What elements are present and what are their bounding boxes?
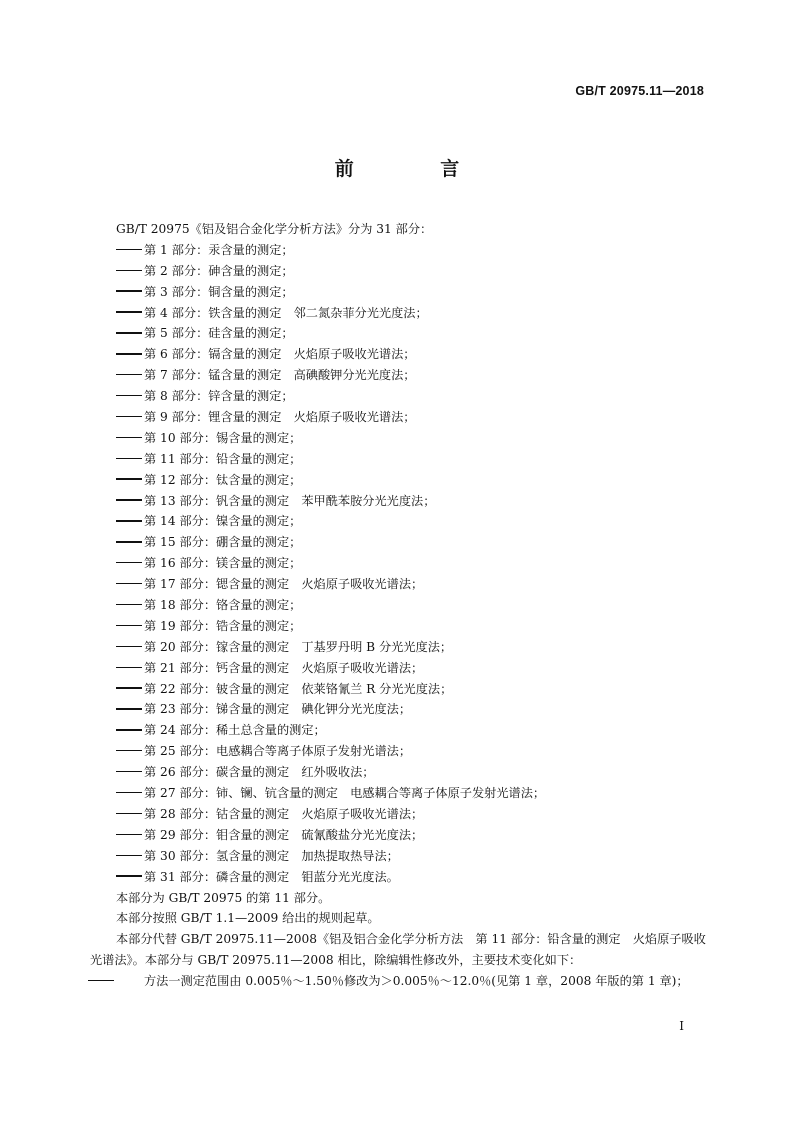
- part-list-item-text: 第 28 部分：钴含量的测定 火焰原子吸收光谱法；: [144, 806, 424, 821]
- part-list-item: [90, 532, 708, 553]
- dash-mark: [116, 637, 144, 658]
- dash-mark: [116, 846, 144, 867]
- dash-mark: [116, 449, 144, 470]
- part-list-item: [90, 449, 708, 470]
- dash-mark: [116, 365, 144, 386]
- dash-mark: [116, 720, 144, 741]
- part-list-item-text: 第 9 部分：锂含量的测定 火焰原子吸收光谱法；: [144, 410, 416, 425]
- dash-mark: [116, 658, 144, 679]
- part-list-item-text: 第 4 部分：铁含量的测定 邻二氮杂菲分光光度法；: [144, 305, 428, 320]
- dash-mark: [116, 971, 144, 992]
- parts-list: [90, 240, 708, 888]
- part-list-item-text: 第 31 部分：磷含量的测定 钼蓝分光光度法。: [144, 869, 399, 884]
- part-list-item: [90, 658, 708, 679]
- part-list-item: [90, 637, 708, 658]
- page-number: I: [679, 1019, 684, 1033]
- part-list-item-text: 第 7 部分：锰含量的测定 高碘酸钾分光光度法；: [144, 368, 416, 383]
- part-list-item: [90, 344, 708, 365]
- dash-mark: [116, 303, 144, 324]
- part-list-item-text: 第 19 部分：锆含量的测定；: [144, 618, 302, 633]
- part-list-item: [90, 616, 708, 637]
- part-list-item: [90, 470, 708, 491]
- dash-mark: [116, 470, 144, 491]
- dash-mark: [116, 282, 144, 303]
- dash-mark: [116, 616, 144, 637]
- part-list-item: [90, 511, 708, 532]
- paragraph-drafting-rules: 本部分按照 GB/T 1.1—2009 给出的规则起草。: [116, 911, 380, 926]
- dash-mark: [116, 491, 144, 512]
- part-list-item-text: 第 18 部分：铬含量的测定；: [144, 598, 302, 613]
- paragraph-replacement: 本部分代替 GB/T 20975.11—2008《铝及铝合金化学分析方法 第 11 部分：铅含量的测定 火焰原子吸收光谱法》。本部分与 GB/T 20975.11—2008 相比，除编辑性修改外，主要技术变化如下：: [90, 932, 706, 968]
- part-list-item: [90, 720, 708, 741]
- part-list-item-text: 第 5 部分：硅含量的测定；: [144, 326, 294, 341]
- part-list-item: [90, 741, 708, 762]
- part-list-item: [90, 825, 708, 846]
- part-list-item-text: 第 10 部分：锡含量的测定；: [144, 430, 302, 445]
- dash-mark: [116, 553, 144, 574]
- part-list-item-text: 第 22 部分：铍含量的测定 依莱铬氰兰 R 分光光度法；: [144, 681, 453, 696]
- dash-mark: [116, 511, 144, 532]
- part-list-item-text: 第 26 部分：碳含量的测定 红外吸收法；: [144, 765, 375, 780]
- part-list-item-text: 第 16 部分：镁含量的测定；: [144, 556, 302, 571]
- part-list-item: [90, 407, 708, 428]
- dash-mark: [116, 344, 144, 365]
- part-list-item-text: 第 2 部分：砷含量的测定；: [144, 263, 294, 278]
- part-list-item: [90, 867, 708, 888]
- change-item-text: 方法一测定范围由 0.005％～1.50％修改为＞0.005％～12.0％(见第 1 章，2008 年版的第 1 章)；: [144, 974, 689, 989]
- part-list-item: [90, 553, 708, 574]
- dash-mark: [116, 574, 144, 595]
- part-list-item-text: 第 1 部分：汞含量的测定；: [144, 242, 294, 257]
- part-list-item: [90, 699, 708, 720]
- dash-mark: [116, 261, 144, 282]
- part-list-item-text: 第 3 部分：铜含量的测定；: [144, 284, 294, 299]
- dash-mark: [116, 741, 144, 762]
- intro-paragraph: GB/T 20975《铝及铝合金化学分析方法》分为 31 部分：: [116, 222, 433, 236]
- dash-mark: [116, 428, 144, 449]
- part-list-item-text: 第 17 部分：锶含量的测定 火焰原子吸收光谱法；: [144, 577, 424, 592]
- part-list-item-text: 第 13 部分：钒含量的测定 苯甲酰苯胺分光光度法；: [144, 493, 436, 508]
- dash-mark: [116, 825, 144, 846]
- part-list-item: [90, 846, 708, 867]
- paragraph-part-number: 本部分为 GB/T 20975 的第 11 部分。: [116, 890, 331, 905]
- part-list-item: [90, 762, 708, 783]
- part-list-item: [90, 783, 708, 804]
- dash-mark: [116, 783, 144, 804]
- document-body: [90, 219, 708, 992]
- part-list-item-text: 第 27 部分：铈、镧、钪含量的测定 电感耦合等离子体原子发射光谱法；: [144, 786, 546, 801]
- part-list-item: [90, 574, 708, 595]
- part-list-item: [90, 261, 708, 282]
- part-list-item: [90, 491, 708, 512]
- dash-mark: [116, 240, 144, 261]
- page-title: 前 言: [334, 158, 500, 180]
- part-list-item-text: 第 15 部分：硼含量的测定；: [144, 535, 302, 550]
- part-list-item-text: 第 24 部分：稀土总含量的测定；: [144, 723, 326, 738]
- part-list-item-text: 第 14 部分：镍含量的测定；: [144, 514, 302, 529]
- part-list-item: [90, 386, 708, 407]
- part-list-item-text: 第 30 部分：氢含量的测定 加热提取热导法；: [144, 848, 399, 863]
- part-list-item-text: 第 29 部分：钼含量的测定 硫氰酸盐分光光度法；: [144, 827, 424, 842]
- dash-mark: [116, 699, 144, 720]
- part-list-item: [90, 428, 708, 449]
- part-list-item-text: 第 11 部分：铅含量的测定；: [144, 451, 302, 466]
- dash-mark: [116, 867, 144, 888]
- part-list-item: [90, 323, 708, 344]
- standard-code: GB/T 20975.11—2018: [575, 84, 704, 98]
- dash-mark: [116, 762, 144, 783]
- part-list-item-text: 第 12 部分：钛含量的测定；: [144, 472, 302, 487]
- part-list-item-text: 第 6 部分：镉含量的测定 火焰原子吸收光谱法；: [144, 347, 416, 362]
- dash-mark: [116, 386, 144, 407]
- dash-mark: [116, 595, 144, 616]
- part-list-item-text: 第 21 部分：钙含量的测定 火焰原子吸收光谱法；: [144, 660, 424, 675]
- part-list-item-text: 第 23 部分：锑含量的测定 碘化钾分光光度法；: [144, 702, 412, 717]
- part-list-item: [90, 595, 708, 616]
- part-list-item: [90, 804, 708, 825]
- part-list-item-text: 第 25 部分：电感耦合等离子体原子发射光谱法；: [144, 744, 412, 759]
- dash-mark: [116, 804, 144, 825]
- part-list-item: [90, 303, 708, 324]
- part-list-item: [90, 365, 708, 386]
- part-list-item-text: 第 8 部分：锌含量的测定；: [144, 389, 294, 404]
- dash-mark: [116, 323, 144, 344]
- part-list-item: [90, 240, 708, 261]
- change-item: [90, 971, 708, 992]
- part-list-item-text: 第 20 部分：镓含量的测定 丁基罗丹明 B 分光光度法；: [144, 639, 453, 654]
- dash-mark: [116, 532, 144, 553]
- dash-mark: [116, 407, 144, 428]
- part-list-item: [90, 679, 708, 700]
- dash-mark: [116, 679, 144, 700]
- part-list-item: [90, 282, 708, 303]
